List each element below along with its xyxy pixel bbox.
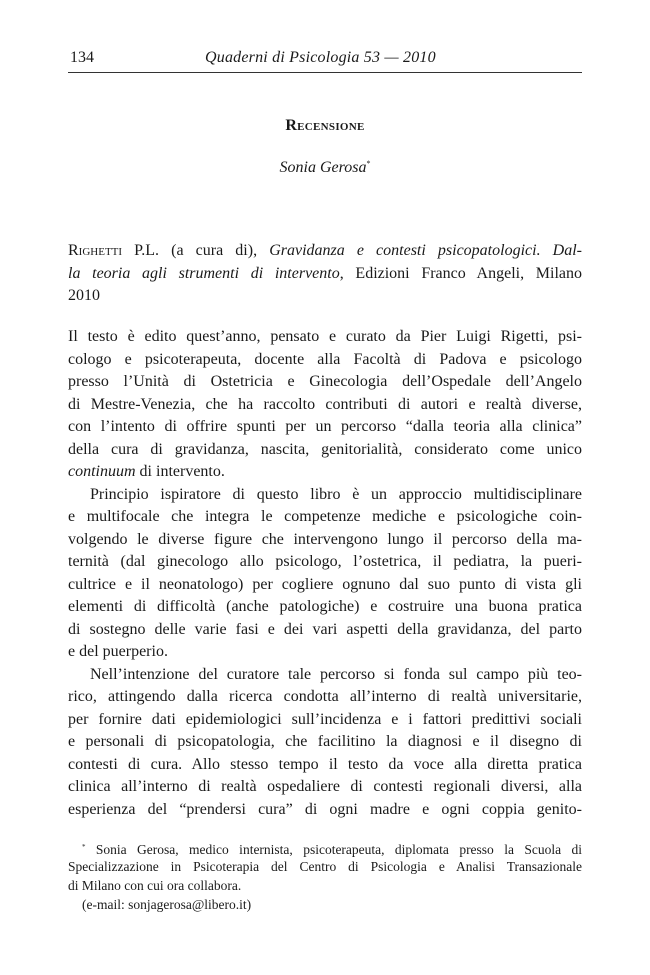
- citation-year: 2010: [68, 287, 100, 304]
- footnote-text: Sonia Gerosa, medico internista, psicoterapeuta, diplomata presso la Scuola di: [85, 842, 582, 857]
- header-rule: [68, 72, 582, 73]
- body-line: di Mestre-Venezia, che ha raccolto contributi di autori e realtà diverse,: [68, 395, 582, 413]
- citation-line: [68, 263, 582, 286]
- footnote-line: Specializzazione in Psicoterapia del Centro di Psicologia e Analisi Transazionale: [68, 859, 582, 874]
- author-footnote-marker: *: [366, 159, 371, 168]
- author-byline: [68, 159, 582, 177]
- body-line: cultrice e il neonatologo) per cogliere ognuno dal suo punto di vista gli: [68, 575, 582, 593]
- footnote-marker: *: [82, 843, 86, 851]
- footnote: [68, 838, 582, 914]
- body-line: [68, 461, 582, 484]
- body-line: e del puerperio.: [68, 643, 168, 660]
- journal-page: [68, 0, 582, 975]
- body-line: rico, attingendo dalla ricerca condotta all’interno di realtà universitarie,: [68, 688, 582, 705]
- body-line: ternità (dal ginecologo allo psicologo, l’ostetrica, il pediatra, la pueri-: [68, 553, 582, 570]
- body-italic-term: continuum: [68, 463, 136, 480]
- paragraph-3: [68, 664, 582, 822]
- citation-publisher: , Edizioni Franco Angeli, Milano: [339, 264, 582, 282]
- body-line: Principio ispiratore di questo libro è un approccio multidisciplinare: [90, 485, 582, 503]
- author-name: Sonia Gerosa: [279, 159, 367, 176]
- citation-line: [68, 240, 582, 263]
- footnote-line: di Milano con cui ora collabora.: [68, 878, 242, 893]
- paragraph-1: [68, 326, 582, 484]
- citation-author: Righetti: [68, 242, 123, 259]
- citation-editor: P.L. (a cura di),: [122, 242, 270, 259]
- running-title: Quaderni di Psicologia 53 — 2010: [205, 49, 436, 66]
- body-line: esperienza del “prendersi cura” di ogni madre e ogni coppia genito-: [68, 800, 582, 818]
- body-line: di sostegno delle varie fasi e dei vari aspetti della gravidanza, del parto: [68, 620, 582, 638]
- body-line: contesti di cura. Allo stesso tempo il testo da voce alla diretta pratica: [68, 755, 582, 773]
- citation-title-part1: Gravidanza e contesti psicopatologici. Dal-: [269, 242, 582, 259]
- running-header: [68, 48, 582, 72]
- body-line: per fornire dati epidemiologici sull’incidenza e i fattori predittivi sociali: [68, 710, 582, 728]
- footnote-email: (e-mail: sonjagerosa@libero.it): [82, 897, 252, 912]
- body-line: presso l’Unità di Ostetricia e Ginecologia dell’Ospedale dell’Angelo: [68, 373, 582, 390]
- body-line: Il testo è edito quest’anno, pensato e curato da Pier Luigi Rigetti, psi-: [68, 328, 582, 345]
- body-line: volgendo le diverse figure che intervengono lungo il percorso della ma-: [68, 530, 582, 548]
- section-title: Recensione: [285, 117, 365, 134]
- body-line: clinica all’interno di realtà ospedaliere di contesti regionali diversi, alla: [68, 778, 582, 795]
- body-line: elementi di difficoltà (anche patologiche) e costruire una buona pratica: [68, 598, 582, 615]
- body-line: e personali di psicopatologia, che facilitino la diagnosi e il disegno di: [68, 733, 582, 750]
- body-line: della cura di gravidanza, nascita, genitorialità, considerato come unico: [68, 440, 582, 458]
- body-line: con l’intento di offrire spunti per un percorso “dalla teoria alla clinica”: [68, 418, 582, 435]
- citation-title-part2: la teoria agli strumenti di intervento: [68, 264, 340, 282]
- footnote-line: [68, 838, 582, 857]
- page-number: 134: [70, 49, 94, 66]
- paragraph-2: [68, 484, 582, 664]
- review-body: [68, 326, 582, 821]
- body-line: cologo e psicoterapeuta, docente alla Facoltà di Padova e psicologo: [68, 350, 582, 368]
- body-text: di intervento.: [135, 463, 225, 480]
- body-line: Nell’intenzione del curatore tale percorso si fonda sul campo più teo-: [90, 665, 582, 683]
- body-line: e multifocale che integra le competenze mediche e psicologiche coin-: [68, 508, 582, 525]
- book-citation: [68, 240, 582, 308]
